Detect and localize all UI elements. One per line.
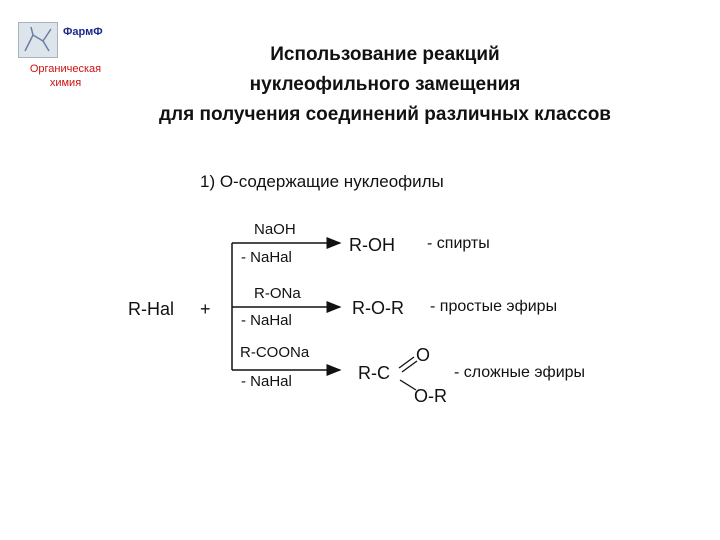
byproduct-2: - NaHal (241, 312, 292, 329)
title-line1: Использование реакций (270, 44, 500, 65)
product-3-or: O-R (414, 386, 447, 406)
reagent-3: R-COONa (240, 344, 310, 361)
product-3-rc: R-C (358, 363, 390, 383)
byproduct-1: - NaHal (241, 249, 292, 266)
product-1: R-OH (349, 235, 395, 255)
class-label-3: - сложные эфиры (454, 364, 586, 381)
bond-double-2 (402, 361, 417, 372)
title-line2: нуклеофильного замещения (249, 74, 521, 95)
logo-subtitle-line2: химия (49, 77, 82, 89)
reagent-2: R-ONa (254, 285, 301, 302)
logo-subtitle-line1: Органическая (29, 63, 102, 75)
class-label-1: - спирты (427, 235, 490, 252)
logo-title: ФармФ (63, 26, 103, 38)
reagent-1: NaOH (254, 221, 296, 238)
class-label-2: - простые эфиры (430, 298, 558, 315)
section-heading: 1) О-содержащие нуклеофилы (200, 172, 444, 191)
product-3-o: O (416, 345, 431, 365)
product-2: R-O-R (352, 298, 404, 318)
bond-double-1 (399, 357, 414, 368)
byproduct-3: - NaHal (241, 373, 292, 390)
plus-sign: + (200, 299, 211, 319)
title-line3: для получения соединений различных классов (159, 104, 611, 125)
reactant-formula: R-Hal (128, 299, 175, 319)
